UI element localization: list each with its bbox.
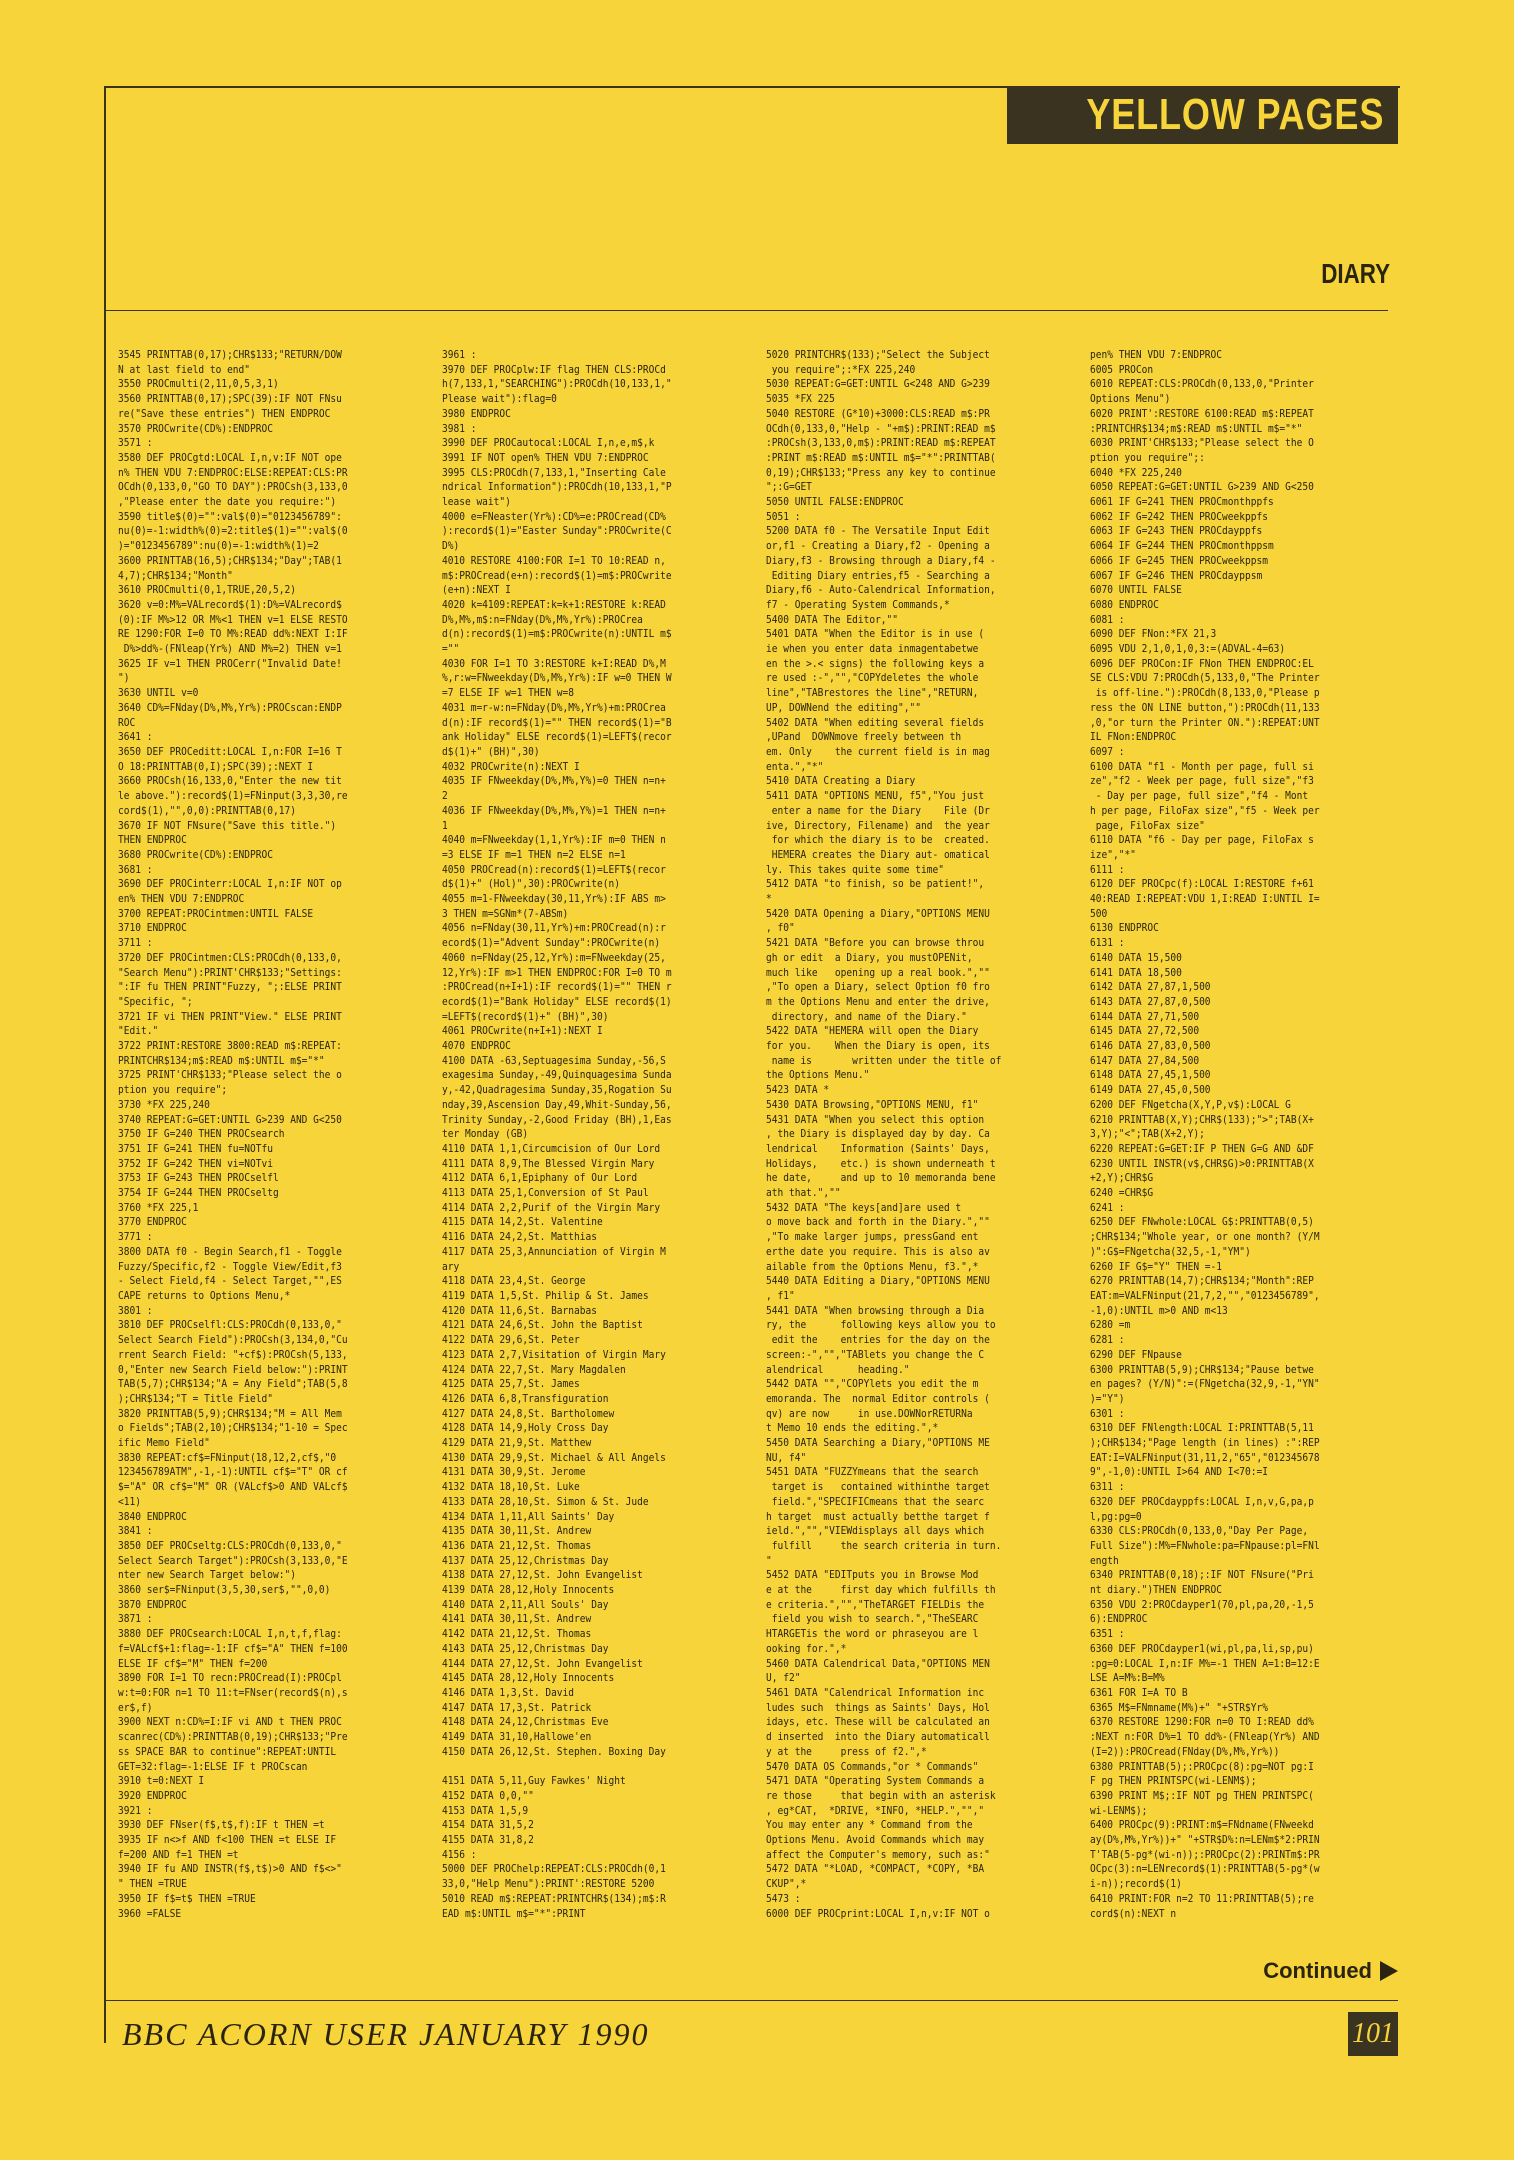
continued-link[interactable]	[1263, 1958, 1398, 1984]
code-listing: 3961 : 3970 DEF PROCplw:IF flag THEN CLS:PROCd h(7,133,1,"SEARCHING"):PROCdh(10,133,1," Please wait"):flag=0 3980 ENDPROC 3981 : 3990 DEF PROCautocal:LOCAL I,n,e,m$,k 3991 IF NOT open% THEN VDU 7:ENDPROC 3995 CLS:PROCdh(7,133,1,"Inserting Cale ndrical Information"):PROCdh(10,133,1,"P lease wait") 4000 e=FNeaster(Yr%):CD%=e:PROCread(CD% ):record$(1)="Easter Sunday":PROCwrite(C D%) 4010 RESTORE 4100:FOR I=1 TO 10:READ n, m$:PROCread(e+n):record$(1)=m$:PROCwrite (e+n):NEXT I 4020 k=4109:REPEAT:k=k+1:RESTORE k:READ D%,M%,m$:n=FNday(D%,M%,Yr%):PROCrea d(n):record$(1)=m$:PROCwrite(n):UNTIL m$ ="" 4030 FOR I=1 TO 3:RESTORE k+I:READ D%,M %,r:w=FNweekday(D%,M%,Yr%):IF w=0 THEN W =7 ELSE IF w=1 THEN w=8 4031 m=r-w:n=FNday(D%,M%,Yr%)+m:PROCrea d(n):IF record$(1)="" THEN record$(1)="B ank Holiday" ELSE record$(1)=LEFT$(recor d$(1)+" (BH)",30) 4032 PROCwrite(n):NEXT I 4035 IF FNweekday(D%,M%,Y%)=0 THEN n=n+ 2 4036 IF FNweekday(D%,M%,Y%)=1 THEN n=n+ 1 4040 m=FNweekday(1,1,Yr%):IF m=0 THEN n =3 ELSE IF m=1 THEN n=2 ELSE n=1 4050 PROCread(n):record$(1)=LEFT$(recor d$(1)+" (Hol)",30):PROCwrite(n) 4055 m=1-FNweekday(30,11,Yr%):IF ABS m> 3 THEN m=SGNm*(7-ABSm) 4056 n=FNday(30,11,Yr%)+m:PROCread(n):r ecord$(1)="Advent Sunday":PROCwrite(n) 4060 n=FNday(25,12,Yr%):m=FNweekday(25, 12,Yr%):IF m>1 THEN ENDPROC:FOR I=0 TO m :PROCread(n+I+1):IF record$(1)="" THEN r ecord$(1)="Bank Holiday" ELSE record$(1) =LEFT$(record$(1)+" (BH)",30) 4061 PROCwrite(n+I+1):NEXT I 4070 ENDPROC 4100 DATA -63,Septuagesima Sunday,-56,S exagesima Sunday,-49,Quinquagesima Sunda y,-42,Quadragesima Sunday,35,Rogation Su nday,39,Ascension Day,49,Whit-Sunday,56, Trinity Sunday,-2,Good Friday (BH),1,Eas ter Monday (GB) 4110 DATA 1,1,Circumcision of Our Lord 4111 DATA 8,9,The Blessed Virgin Mary 4112 DATA 6,1,Epiphany of Our Lord 4113 DATA 25,1,Conversion of St Paul 4114 DATA 2,2,Purif of the Virgin Mary 4115 DATA 14,2,St. Valentine 4116 DATA 24,2,St. Matthias 4117 DATA 25,3,Annunciation of Virgin M ary 4118 DATA 23,4,St. George 4119 DATA 1,5,St. Philip & St. James 4120 DATA 11,6,St. Barnabas 4121 DATA 24,6,St. John the Baptist 4122 DATA 29,6,St. Peter 4123 DATA 2,7,Visitation of Virgin Mary 4124 DATA 22,7,St. Mary Magdalen 4125 DATA 25,7,St. James 4126 DATA 6,8,Transfiguration 4127 DATA 24,8,St. Bartholomew 4128 DATA 14,9,Holy Cross Day 4129 DATA 21,9,St. Matthew 4130 DATA 29,9,St. Michael & All Angels 4131 DATA 30,9,St. Jerome 4132 DATA 18,10,St. Luke 4133 DATA 28,10,St. Simon & St. Jude 4134 DATA 1,11,All Saints' Day 4135 DATA 30,11,St. Andrew 4136 DATA 21,12,St. Thomas 4137 DATA 25,12,Christmas Day 4138 DATA 27,12,St. John Evangelist 4139 DATA 28,12,Holy Innocents 4140 DATA 2,11,All Souls' Day 4141 DATA 30,11,St. Andrew 4142 DATA 21,12,St. Thomas 4143 DATA 25,12,Christmas Day 4144 DATA 27,12,St. John Evangelist 4145 DATA 28,12,Holy Innocents 4146 DATA 1,3,St. David 4147 DATA 17,3,St. Patrick 4148 DATA 24,12,Christmas Eve 4149 DATA 31,10,Hallowe'en 4150 DATA 26,12,St. Stephen. Boxing Day 4151 DATA 5,11,Guy Fawkes' Night 4152 DATA 0,0,"" 4153 DATA 1,5,9 4154 DATA 31,5,2 4155 DATA 31,8,2 4156 : 5000 DEF PROChelp:REPEAT:CLS:PROCdh(0,1 33,0,"Help Menu"):PRINT':RESTORE 5200 5010 READ m$:REPEAT:PRINTCHR$(134);m$:R EAD m$:UNTIL m$="*":PRINT	[442, 349, 672, 1920]
listing-column-4	[1090, 348, 1388, 1958]
listing-columns	[118, 348, 1388, 1958]
banner-title: YELLOW PAGES	[1086, 90, 1384, 139]
magazine-footer: BBC ACORN USER JANUARY 1990	[122, 2016, 650, 2052]
code-listing: pen% THEN VDU 7:ENDPROC 6005 PROCon 6010 REPEAT:CLS:PROCdh(0,133,0,"Printer Options Menu") 6020 PRINT':RESTORE 6100:READ m$:REPEAT :PRINTCHR$134;m$:READ m$:UNTIL m$="*" 6030 PRINT'CHR$133;"Please select the O ption you require";: 6040 *FX 225,240 6050 REPEAT:G=GET:UNTIL G>239 AND G<250 6061 IF G=241 THEN PROCmonthppfs 6062 IF G=242 THEN PROCweekppfs 6063 IF G=243 THEN PROCdayppfs 6064 IF G=244 THEN PROCmonthppsm 6066 IF G=245 THEN PROCweekppsm 6067 IF G=246 THEN PROCdayppsm 6070 UNTIL FALSE 6080 ENDPROC 6081 : 6090 DEF FNon:*FX 21,3 6095 VDU 2,1,0,1,0,3:=(ADVAL-4=63) 6096 DEF PROCon:IF FNon THEN ENDPROC:EL SE CLS:VDU 7:PROCdh(5,133,0,"The Printer is off-line."):PROCdh(8,133,0,"Please p ress the ON LINE button,"):PROCdh(11,133 ,0,"or turn the Printer ON."):REPEAT:UNT IL FNon:ENDPROC 6097 : 6100 DATA "f1 - Month per page, full si ze","f2 - Week per page, full size","f3 - Day per page, full size","f4 - Mont h per page, FiloFax size","f5 - Week per page, FiloFax size" 6110 DATA "f6 - Day per page, FiloFax s ize","*" 6111 : 6120 DEF PROCpc(f):LOCAL I:RESTORE f+61 40:READ I:REPEAT:VDU 1,I:READ I:UNTIL I= 500 6130 ENDPROC 6131 : 6140 DATA 15,500 6141 DATA 18,500 6142 DATA 27,87,1,500 6143 DATA 27,87,0,500 6144 DATA 27,71,500 6145 DATA 27,72,500 6146 DATA 27,83,0,500 6147 DATA 27,84,500 6148 DATA 27,45,1,500 6149 DATA 27,45,0,500 6200 DEF FNgetcha(X,Y,P,v$):LOCAL G 6210 PRINTTAB(X,Y);CHR$(133);">";TAB(X+ 3,Y);"<";TAB(X+2,Y); 6220 REPEAT:G=GET:IF P THEN G=G AND &DF 6230 UNTIL INSTR(v$,CHR$G)>0:PRINTTAB(X +2,Y);CHR$G 6240 =CHR$G 6241 : 6250 DEF FNwhole:LOCAL G$:PRINTTAB(0,5) ;CHR$134;"Whole year, or one month? (Y/M )":G$=FNgetcha(32,5,-1,"YM") 6260 IF G$="Y" THEN =-1 6270 PRINTTAB(14,7);CHR$134;"Month":REP EAT:m=VALFNinput(21,7,2,"","0123456789", -1,0):UNTIL m>0 AND m<13 6280 =m 6281 : 6290 DEF FNpause 6300 PRINTTAB(5,9);CHR$134;"Pause betwe en pages? (Y/N)":=(FNgetcha(32,9,-1,"YN" )="Y") 6301 : 6310 DEF FNlength:LOCAL I:PRINTTAB(5,11 );CHR$134;"Page length (in lines) :":REP EAT:I=VALFNinput(31,11,2,"65","012345678 9",-1,0):UNTIL I>64 AND I<70:=I 6311 : 6320 DEF PROCdayppfs:LOCAL I,n,v,G,pa,p l,pg:pg=0 6330 CLS:PROCdh(0,133,0,"Day Per Page, Full Size"):M%=FNwhole:pa=FNpause:pl=FNl ength 6340 PRINTTAB(0,18);:IF NOT FNsure("Pri nt diary.")THEN ENDPROC 6350 VDU 2:PROCdayper1(70,pl,pa,20,-1,5 6):ENDPROC 6351 : 6360 DEF PROCdayper1(wi,pl,pa,li,sp,pu) :pg=0:LOCAL I,n:IF M%=-1 THEN A=1:B=12:E LSE A=M%:B=M% 6361 FOR I=A TO B 6365 M$=FNmname(M%)+" "+STR$Yr% 6370 RESTORE 1290:FOR n=0 TO I:READ dd% :NEXT n:FOR D%=1 TO dd%-(FNleap(Yr%) AND (I=2)):PROCread(FNday(D%,M%,Yr%)) 6380 PRINTTAB(5);:PROCpc(8):pg=NOT pg:I F pg THEN PRINTSPC(wi-LENM$); 6390 PRINT M$;:IF NOT pg THEN PRINTSPC( wi-LENM$); 6400 PROCpc(9):PRINT:m$=FNdname(FNweekd ay(D%,M%,Yr%))+" "+STR$D%:n=LENm$*2:PRIN T'TAB(5-pg*(wi-n));:PROCpc(2):PRINTm$:PR OCpc(3):n=LENrecord$(1):PRINTTAB(5-pg*(w i-n));record$(1) 6410 PRINT:FOR n=2 TO 11:PRINTTAB(5);re cord$(n):NEXT n	[1090, 349, 1320, 1920]
footer-rule	[104, 2000, 1398, 2001]
arrow-right-icon	[1380, 1961, 1398, 1981]
listing-column-1	[118, 348, 416, 1958]
continued-label: Continued	[1263, 1958, 1372, 1983]
section-banner	[1007, 86, 1398, 144]
header-rule	[106, 310, 1388, 311]
code-listing: 5020 PRINTCHR$(133);"Select the Subject you require";:*FX 225,240 5030 REPEAT:G=GET:UNTIL G<248 AND G>239 5035 *FX 225 5040 RESTORE (G*10)+3000:CLS:READ m$:PR OCdh(0,133,0,"Help - "+m$):PRINT:READ m$ :PROCsh(3,133,0,m$):PRINT:READ m$:REPEAT :PRINT m$:READ m$:UNTIL m$="*":PRINTTAB( 0,19);CHR$133;"Press any key to continue ";:G=GET 5050 UNTIL FALSE:ENDPROC 5051 : 5200 DATA f0 - The Versatile Input Edit or,f1 - Creating a Diary,f2 - Opening a Diary,f3 - Browsing through a Diary,f4 - Editing Diary entries,f5 - Searching a Diary,f6 - Auto-Calendrical Information, f7 - Operating System Commands,* 5400 DATA The Editor,"" 5401 DATA "When the Editor is in use ( ie when you enter data inmagentabetwe en the >.< signs) the following keys a re used :-","","COPYdeletes the whole line","TABrestores the line","RETURN, UP, DOWNend the editing","" 5402 DATA "When editing several fields ,UPand DOWNmove freely between th em. Only the current field is in mag enta.","*" 5410 DATA Creating a Diary 5411 DATA "OPTIONS MENU, f5","You just enter a name for the Diary File (Dr ive, Directory, Filename) and the year for which the diary is to be created. HEMERA creates the Diary aut- omatical ly. This takes quite some time" 5412 DATA "to finish, so be patient!", * 5420 DATA Opening a Diary,"OPTIONS MENU , f0" 5421 DATA "Before you can browse throu gh or edit a Diary, you mustOPENit, much like opening up a real book.","" ,"To open a Diary, select Option f0 fro m the Options Menu and enter the drive, directory, and name of the Diary." 5422 DATA "HEMERA will open the Diary for you. When the Diary is open, its name is written under the title of the Options Menu." 5423 DATA * 5430 DATA Browsing,"OPTIONS MENU, f1" 5431 DATA "When you select this option , the Diary is displayed day by day. Ca lendrical Information (Saints' Days, Holidays, etc.) is shown underneath t he date, and up to 10 memoranda bene ath that.","" 5432 DATA "The keys[and]are used t o move back and forth in the Diary.","" ,"To make larger jumps, pressGand ent erthe date you require. This is also av ailable from the Options Menu, f3.",* 5440 DATA Editing a Diary,"OPTIONS MENU , f1" 5441 DATA "When browsing through a Dia ry, the following keys allow you to edit the entries for the day on the screen:-","","TABlets you change the C alendrical heading." 5442 DATA "","COPYlets you edit the m emoranda. The normal Editor controls ( qv) are now in use.DOWNorRETURNa t Memo 10 ends the editing.",* 5450 DATA Searching a Diary,"OPTIONS ME NU, f4" 5451 DATA "FUZZYmeans that the search target is contained withinthe target field.","SPECIFICmeans that the searc h target must actually betthe target f ield.","","VIEWdisplays all days which fulfill the search criteria in turn. " 5452 DATA "EDITputs you in Browse Mod e at the first day which fulfills th e criteria.","","TheTARGET FIELDis the field you wish to search.","TheSEARC HTARGETis the word or phraseyou are l ooking for.",* 5460 DATA Calendrical Data,"OPTIONS MEN U, f2" 5461 DATA "Calendrical Information inc ludes such things as Saints' Days, Hol idays, etc. These will be calculated an d inserted into the Diary automaticall y at the press of f2.",* 5470 DATA OS Commands,"or * Commands" 5471 DATA "Operating System Commands a re those that begin with an asterisk , eg*CAT, *DRIVE, *INFO, *HELP.",""," You may enter any * Command from the Options Menu. Avoid Commands which may affect the Computer's memory, such as:" 5472 DATA "*LOAD, *COMPACT, *COPY, *BA CKUP",* 5473 : 6000 DEF PROCprint:LOCAL I,n,v:IF NOT o	[766, 349, 1002, 1920]
listing-column-3	[766, 348, 1064, 1958]
code-listing: 3545 PRINTTAB(0,17);CHR$133;"RETURN/DOW N at last field to end" 3550 PROCmulti(2,11,0,5,3,1) 3560 PRINTTAB(0,17);SPC(39):IF NOT FNsu re("Save these entries") THEN ENDPROC 3570 PROCwrite(CD%):ENDPROC 3571 : 3580 DEF PROCgtd:LOCAL I,n,v:IF NOT ope n% THEN VDU 7:ENDPROC:ELSE:REPEAT:CLS:PR OCdh(0,133,0,"GO TO DAY"):PROCsh(3,133,0 ,"Please enter the date you require:") 3590 title$(0)="":val$(0)="0123456789": nu(0)=-1:width%(0)=2:title$(1)="":val$(0 )="0123456789":nu(0)=-1:width%(1)=2 3600 PRINTTAB(16,5);CHR$134;"Day";TAB(1 4,7);CHR$134;"Month" 3610 PROCmulti(0,1,TRUE,20,5,2) 3620 v=0:M%=VALrecord$(1):D%=VALrecord$ (0):IF M%>12 OR M%<1 THEN v=1 ELSE RESTO RE 1290:FOR I=0 TO M%:READ dd%:NEXT I:IF D%>dd%-(FNleap(Yr%) AND M%=2) THEN v=1 3625 IF v=1 THEN PROCerr("Invalid Date! ") 3630 UNTIL v=0 3640 CD%=FNday(D%,M%,Yr%):PROCscan:ENDP ROC 3641 : 3650 DEF PROCeditt:LOCAL I,n:FOR I=16 T O 18:PRINTTAB(0,I);SPC(39);:NEXT I 3660 PROCsh(16,133,0,"Enter the new tit le above."):record$(1)=FNinput(3,3,30,re cord$(1),"",0,0):PRINTTAB(0,17) 3670 IF NOT FNsure("Save this title.") THEN ENDPROC 3680 PROCwrite(CD%):ENDPROC 3681 : 3690 DEF PROCinterr:LOCAL I,n:IF NOT op en% THEN VDU 7:ENDPROC 3700 REPEAT:PROCintmen:UNTIL FALSE 3710 ENDPROC 3711 : 3720 DEF PROCintmen:CLS:PROCdh(0,133,0, "Search Menu"):PRINT'CHR$133;"Settings: ":IF fu THEN PRINT"Fuzzy, ";:ELSE PRINT "Specific, "; 3721 IF vi THEN PRINT"View." ELSE PRINT "Edit." 3722 PRINT:RESTORE 3800:READ m$:REPEAT: PRINTCHR$134;m$:READ m$:UNTIL m$="*" 3725 PRINT'CHR$133;"Please select the o ption you require"; 3730 *FX 225,240 3740 REPEAT:G=GET:UNTIL G>239 AND G<250 3750 IF G=240 THEN PROCsearch 3751 IF G=241 THEN fu=NOTfu 3752 IF G=242 THEN vi=NOTvi 3753 IF G=243 THEN PROCselfl 3754 IF G=244 THEN PROCseltg 3760 *FX 225,1 3770 ENDPROC 3771 : 3800 DATA f0 - Begin Search,f1 - Toggle Fuzzy/Specific,f2 - Toggle View/Edit,f3 - Select Field,f4 - Select Target,"",ES CAPE returns to Options Menu,* 3801 : 3810 DEF PROCselfl:CLS:PROCdh(0,133,0," Select Search Field"):PROCsh(3,134,0,"Cu rrent Search Field: "+cf$):PROCsh(5,133, 0,"Enter new Search Field below:"):PRINT TAB(5,7);CHR$134;"A = Any Field";TAB(5,8 );CHR$134;"T = Title Field" 3820 PRINTTAB(5,9);CHR$134;"M = All Mem o Fields";TAB(2,10);CHR$134;"1-10 = Spec ific Memo Field" 3830 REPEAT:cf$=FNinput(18,12,2,cf$,"0 123456789ATM",-1,-1):UNTIL cf$="T" OR cf $="A" OR cf$="M" OR (VALcf$>0 AND VALcf$ <11) 3840 ENDPROC 3841 : 3850 DEF PROCseltg:CLS:PROCdh(0,133,0," Select Search Target"):PROCsh(3,133,0,"E nter new Search Target below:") 3860 ser$=FNinput(3,5,30,ser$,"",0,0) 3870 ENDPROC 3871 : 3880 DEF PROCsearch:LOCAL I,n,t,f,flag: f=VALcf$+1:flag=-1:IF cf$="A" THEN f=100 ELSE IF cf$="M" THEN f=200 3890 FOR I=1 TO recn:PROCread(I):PROCpl w:t=0:FOR n=1 TO 11:t=FNser(record$(n),s er$,f) 3900 NEXT n:CD%=I:IF vi AND t THEN PROC scanrec(CD%):PRINTTAB(0,19);CHR$133;"Pre ss SPACE BAR to continue":REPEAT:UNTIL GET=32:flag=-1:ELSE IF t PROCscan 3910 t=0:NEXT I 3920 ENDPROC 3921 : 3930 DEF FNser(f$,t$,f):IF t THEN =t 3935 IF n<>f AND f<100 THEN =t ELSE IF f=200 AND f=1 THEN =t 3940 IF fu AND INSTR(f$,t$)>0 AND f$<>" " THEN =TRUE 3950 IF f$=t$ THEN =TRUE 3960 =FALSE	[118, 349, 348, 1920]
listing-column-2	[442, 348, 740, 1958]
page-number: 101	[1348, 2012, 1398, 2056]
section-title: DIARY	[1321, 258, 1390, 289]
